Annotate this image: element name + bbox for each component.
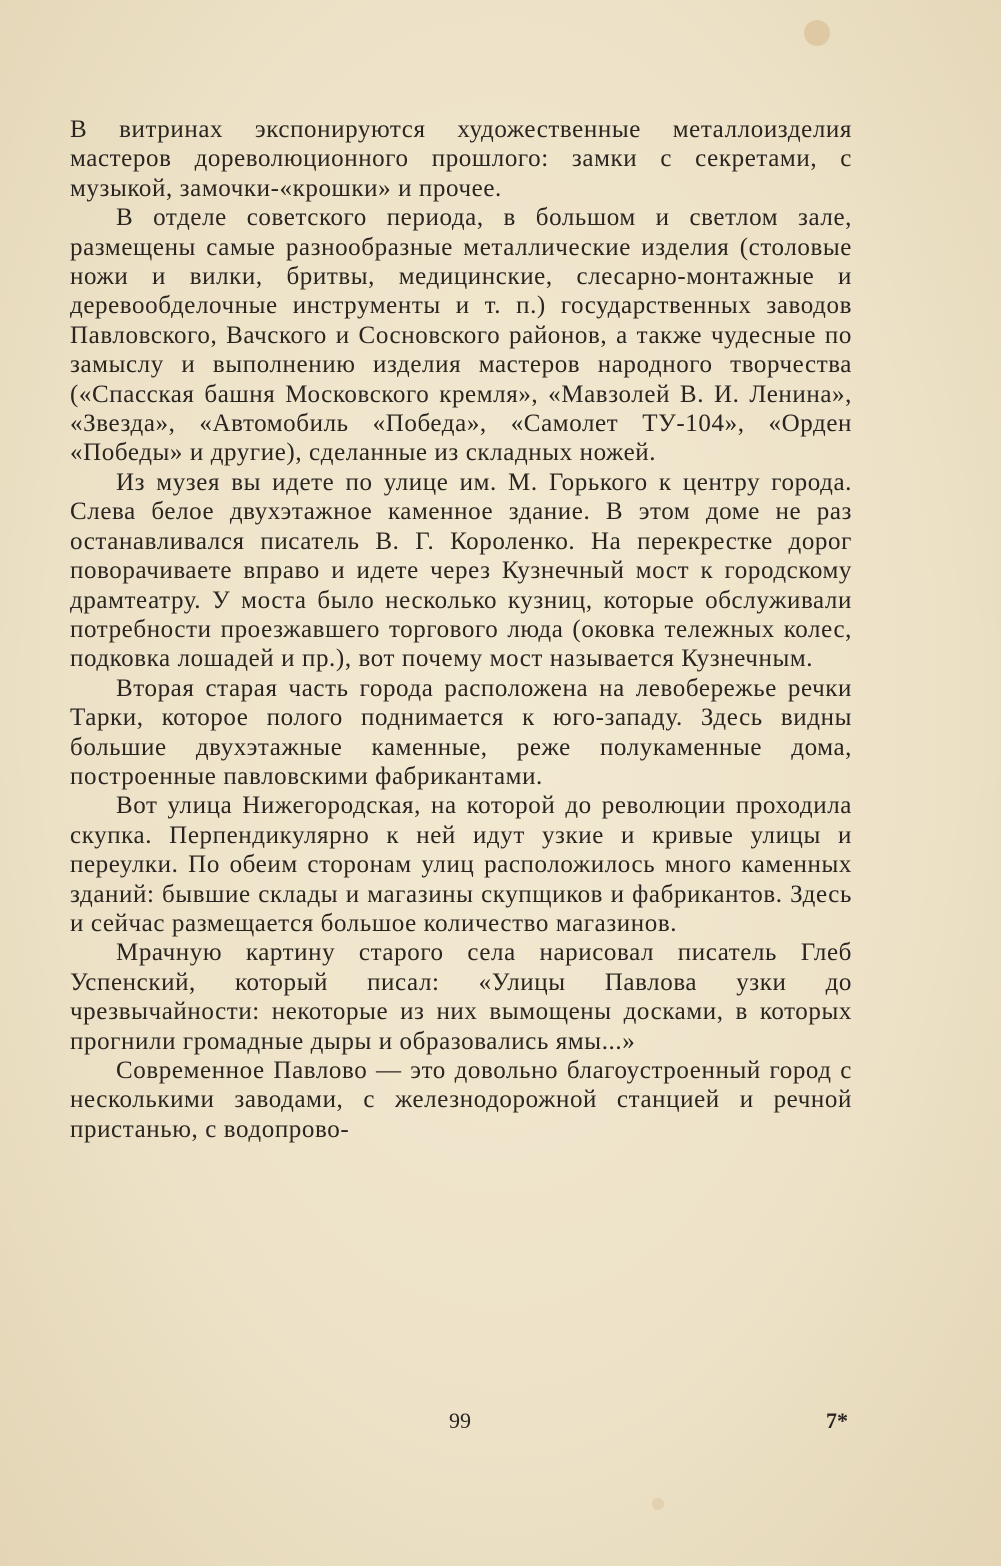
page-number: 99 bbox=[449, 1408, 471, 1433]
body-text bbox=[70, 115, 852, 1144]
paragraph: Из музея вы идете по улице им. М. Горького к центру города. Слева белое двухэтажное каменное здание. В этом доме не раз останавливался писатель В. Г. Короленко. На перекрестке дорог поворачиваете вправо и идете через Кузнечный мост к городскому драмтеатру. У моста было несколько кузниц, которые обслуживали потребности проезжавшего торгового люда (оковка тележных колес, подковка лошадей и пр.), вот почему мост называется Кузнечным. bbox=[70, 468, 852, 673]
paper-stain bbox=[652, 1498, 664, 1510]
signature-mark: 7* bbox=[826, 1408, 848, 1433]
paragraph: Вторая старая часть города расположена на левобережье речки Тарки, которое полого поднимается к юго-западу. Здесь видны большие двухэтажные каменные, реже полукаменные дома, построенные павловскими фабрикантами. bbox=[70, 674, 852, 790]
paragraph: Современное Павлово — это довольно благоустроенный город с несколькими заводами, с железнодорожной станцией и речной пристанью, с водопрово- bbox=[70, 1057, 852, 1143]
paragraph: В витринах экспонируются художественные металлоизделия мастеров дореволюционного прошлого: замки с секретами, с музыкой, замочки-«крошки» и прочее. bbox=[70, 116, 852, 202]
paper-stain bbox=[804, 20, 830, 46]
paragraph: Вот улица Нижегородская, на которой до революции проходила скупка. Перпендикулярно к ней идут узкие и кривые улицы и переулки. По обеим сторонам улиц расположилось много каменных зданий: бывшие склады и магазины скупщиков и фабрикантов. Здесь и сейчас размещается большое количество магазинов. bbox=[70, 792, 852, 937]
paragraph: В отделе советского периода, в большом и светлом зале, размещены самые разнообразные металлические изделия (столовые ножи и вилки, бритвы, медицинские, слесарно-монтажные и деревообделочные инструменты и т. п.) государственных заводов Павловского, Вачского и Сосновского районов, а также чудесные по замыслу и выполнению изделия мастеров народного творчества («Спасская башня Московского кремля», «Мавзолей В. И. Ленина», «Звезда», «Автомобиль «Победа», «Самолет ТУ-104», «Орден «Победы» и другие), сделанные из складных ножей. bbox=[70, 204, 852, 467]
paragraph: Мрачную картину старого села нарисовал писатель Глеб Успенский, который писал: «Улицы Павлова узки до чрезвычайности: некоторые из них вымощены досками, в которых прогнили громадные дыры и образовались ямы...» bbox=[70, 939, 852, 1055]
